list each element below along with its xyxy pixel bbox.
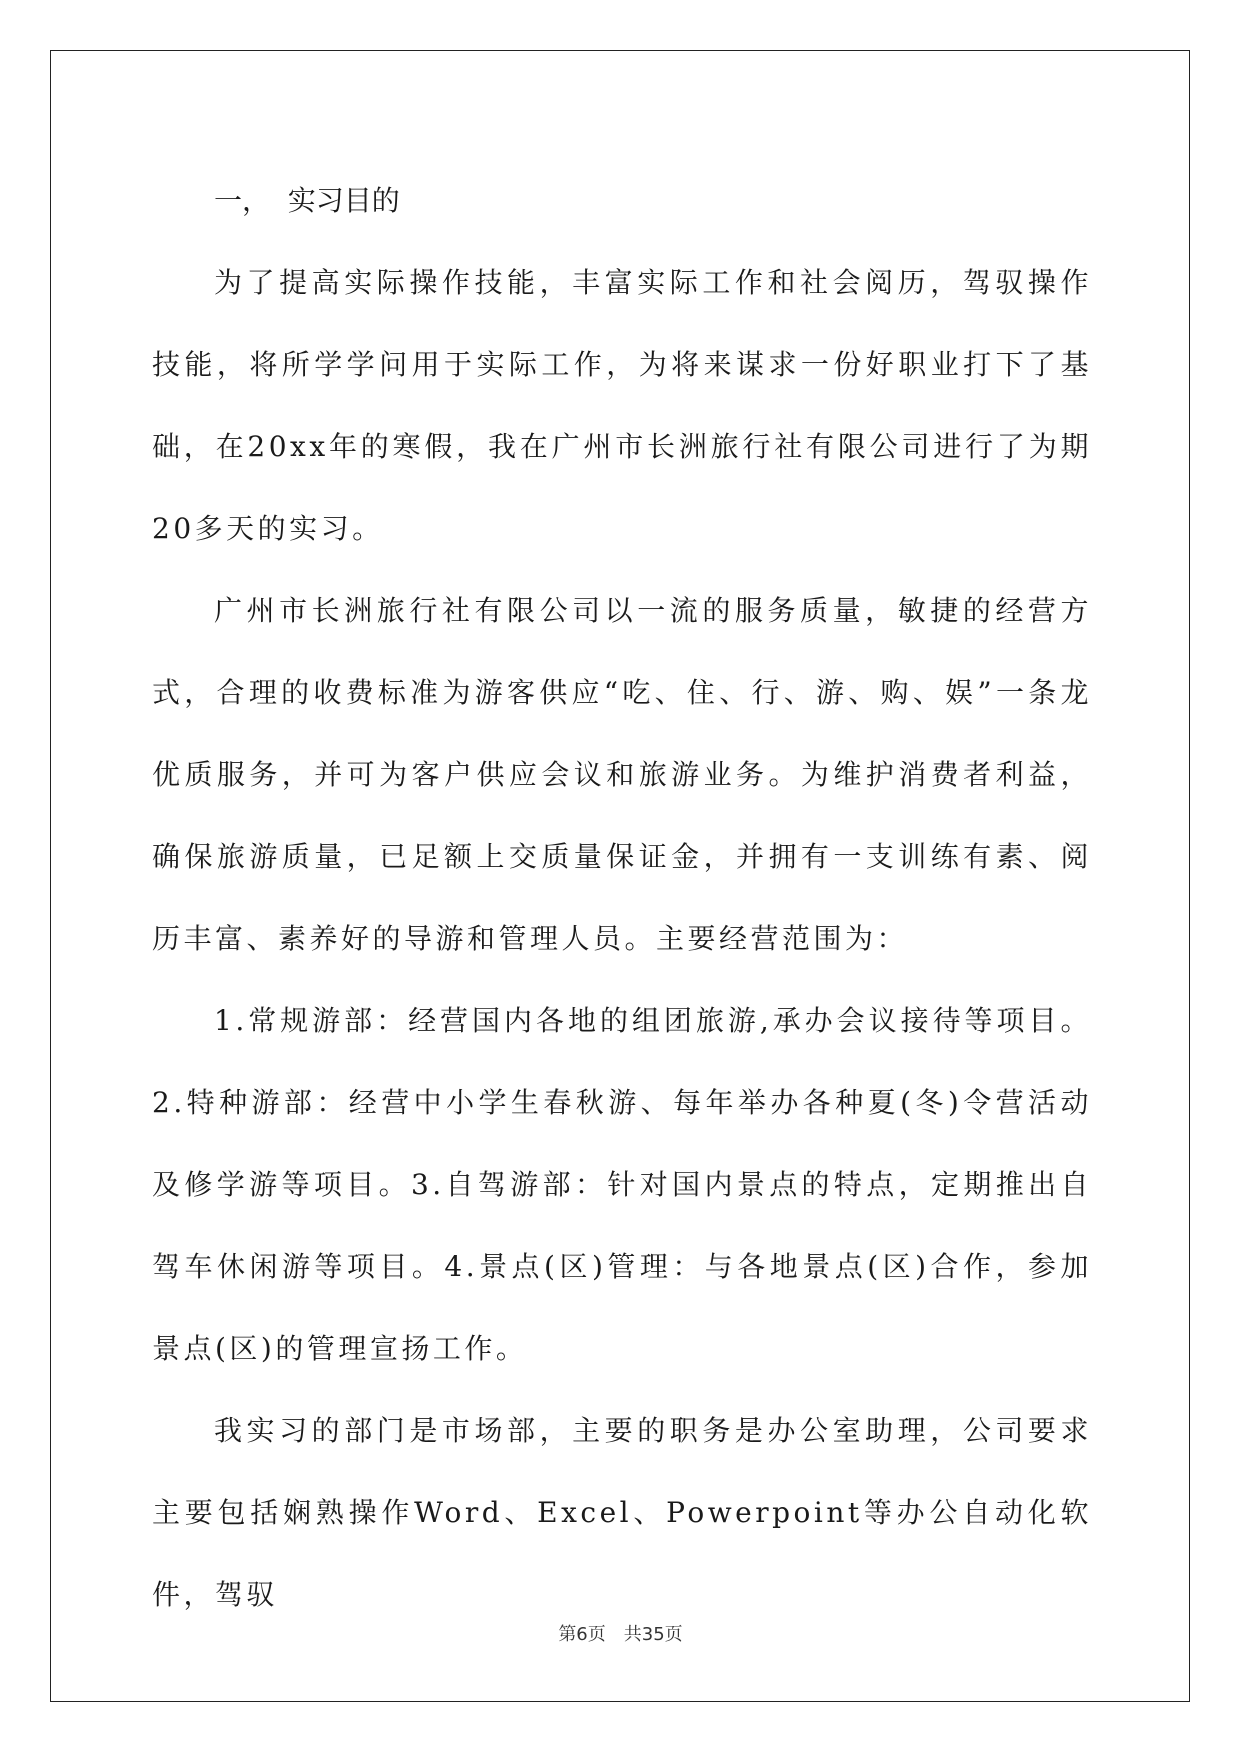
section-heading: 一， 实习目的 bbox=[214, 184, 400, 217]
paragraph-company-intro: 广州市长洲旅行社有限公司以一流的服务质量，敏捷的经营方式，合理的收费标准为游客供应“吃、住、行、游、购、娱”一条龙优质服务，并可为客户供应会议和旅游业务。为维护消费者利益，确保旅游质量，已足额上交质量保证金，并拥有一支训练有素、阅历丰富、素养好的导游和管理人员。主要经营范围为： bbox=[152, 594, 1092, 955]
paragraph-department: 我实习的部门是市场部，主要的职务是办公室助理，公司要求主要包括娴熟操作Word、Excel、Powerpoint等办公自动化软件，驾驭 bbox=[152, 1414, 1092, 1611]
paragraph-purpose: 为了提高实际操作技能，丰富实际工作和社会阅历，驾驭操作技能，将所学学问用于实际工作，为将来谋求一份好职业打下了基础，在20xx年的寒假，我在广州市长洲旅行社有限公司进行了为期20多天的实习。 bbox=[152, 266, 1092, 545]
document-body bbox=[152, 160, 1092, 1636]
paragraph-business-scope: 1.常规游部：经营国内各地的组团旅游,承办会议接待等项目。2.特种游部：经营中小学生春秋游、每年举办各种夏(冬)令营活动及修学游等项目。3.自驾游部：针对国内景点的特点，定期推出自驾车休闲游等项目。4.景点(区)管理：与各地景点(区)合作，参加景点(区)的管理宣扬工作。 bbox=[152, 1004, 1092, 1365]
page-number-footer: 第6页 共35页 bbox=[558, 1624, 683, 1645]
